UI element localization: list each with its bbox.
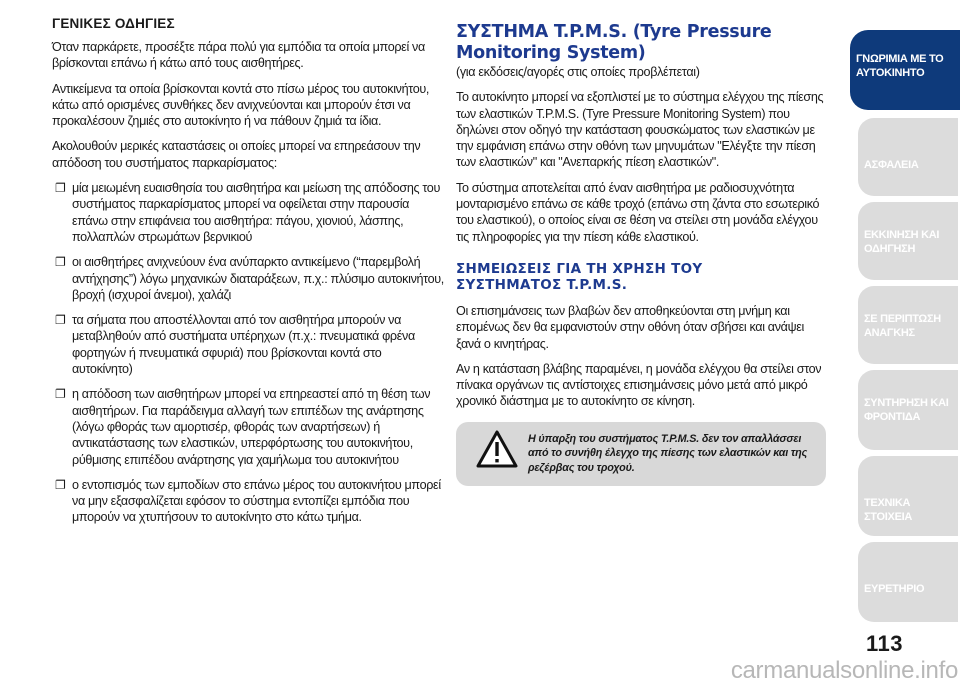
title-line: ΣΗΜΕΙΩΣΕΙΣ ΓΙΑ ΤΗ ΧΡΗΣΗ ΤΟΥ xyxy=(456,260,703,277)
tab-label: ΕΥΡΕΤΗΡΙΟ xyxy=(864,583,925,595)
paragraph: Οι επισημάνσεις των βλαβών δεν αποθηκεύονται στη μνήμη και επομένως δεν θα εμφανιστούν στην οθόνη όταν σβήσει και ανάψει ξανά ο κινητήρας. xyxy=(456,303,804,351)
tab-label: ΑΣΦΑΛΕΙΑ xyxy=(864,159,919,171)
section-title-notes xyxy=(456,261,826,293)
tab-emergency[interactable] xyxy=(858,286,958,364)
list-item xyxy=(52,477,444,526)
title-line: ΣΥΣΤΗΜΑ T.P.M.S. (Tyre Pressure xyxy=(456,22,772,42)
list-item-text: οι αισθητήρες ανιχνεύουν ένα ανύπαρκτο αντικείμενο (“παρεμβολή αντήχησης”) λόγω μηχανικών διαταράξεων, π.χ.: πλύσιμο αυτοκινήτου, βροχή (ισχυροί άνεμοι), χαλάζι xyxy=(72,255,444,302)
paragraph: Αντικείμενα τα οποία βρίσκονται κοντά στο πίσω μέρος του αυτοκινήτου, κάτω από ορισμένες συνθήκες δεν ανιχνεύονται και μπορούν έτσι να προκαλέσουν ζημιές στο αυτοκίνητο ή να πάθουν ζημιά τα ίδια. xyxy=(52,81,430,129)
tab-starting-driving[interactable] xyxy=(858,202,958,280)
warning-text: Η ύπαρξη του συστήματος T.P.M.S. δεν τον απαλλάσσει από το συνήθη έλεγχο της πίεσης των ελαστικών και της ρεζέρβας του τροχού. xyxy=(528,432,808,474)
tab-label: ΕΚΚΙΝΗΣΗ ΚΑΙ ΟΔΗΓΗΣΗ xyxy=(864,229,940,255)
section-title-tpms xyxy=(456,22,826,64)
list-item-text: η απόδοση των αισθητήρων μπορεί να επηρεαστεί από τη θέση των αισθητήρων. Για παράδειγμα αλλαγή των επιπέδων της ανάρτησης (λόγω φθοράς των αμορτισέρ, φθοράς των αναρτήσεων) ή αντικατάστασης των ελαστικών, υπερφόρτωσης του αυτοκινήτου, ρύθμισης επιπέδου ανάρτησης για χαμήλωμα του αυτοκινήτου xyxy=(72,387,431,467)
tab-technical-data[interactable] xyxy=(858,456,958,536)
list-item-text: ο εντοπισμός των εμποδίων στο επάνω μέρος του αυτοκινήτου μπορεί να μην εξασφαλίζεται εφόσον το σύστημα εντοπίζει εμπόδια που μπορούν να χτυπήσουν το αυτοκίνητο στο κάτω τμήμα. xyxy=(72,477,441,525)
title-line: Monitoring System) xyxy=(456,43,646,63)
list-item xyxy=(52,386,444,467)
tab-index[interactable] xyxy=(858,542,958,622)
left-column xyxy=(52,16,444,535)
list-item-text: μία μειωμένη ευαισθησία του αισθητήρα και μείωση της απόδοσης του συστήματος παρκαρίσματος μπορεί να οφείλεται στην παρουσία επάνω στην επιφάνεια του αισθητήρα: πάγου, χιονιού, λάσπης, πολλαπλών στρωμάτων βερνικιού xyxy=(72,181,441,244)
paragraph: Το αυτοκίνητο μπορεί να εξοπλιστεί με το σύστημα ελέγχου της πίεσης των ελαστικών T.P.M.S. (Tyre Pressure Monitoring System) που δηλώνει στον οδηγό την κατάσταση φουσκώματος των ελαστικών με την εμφάνιση επάνω στην οθόνη των μηνυμάτων "Ελέγξτε την πίεση των ελαστικών" και "Ανεπαρκής πίεση ελαστικών". xyxy=(456,90,824,170)
tab-label: ΣΕ ΠΕΡΙΠΤΩΣΗ ΑΝΑΓΚΗΣ xyxy=(864,313,941,339)
tab-label: ΤΕΧΝΙΚΑ ΣΤΟΙΧΕΙΑ xyxy=(864,497,913,523)
checkbox-bullet-icon: ❐ xyxy=(55,181,66,196)
section-heading-general: ΓΕΝΙΚΕΣ ΟΔΗΓΙΕΣ xyxy=(52,16,175,31)
right-column xyxy=(456,22,826,486)
list-item xyxy=(52,180,444,245)
page-number: 113 xyxy=(866,631,903,656)
tab-getting-to-know-car[interactable] xyxy=(850,30,960,110)
warning-triangle-icon xyxy=(476,430,518,468)
list-item xyxy=(52,312,444,377)
checkbox-bullet-icon: ❐ xyxy=(55,387,66,402)
watermark: carmanualsonline.info xyxy=(730,657,958,684)
tab-safety[interactable] xyxy=(858,118,958,196)
paragraph: Το σύστημα αποτελείται από έναν αισθητήρα με ραδιοσυχνότητα μονταρισμένο επάνω σε κάθε τροχό (επάνω στη ζάντα στο εσωτερικό του ελαστικού), ο οποίος είναι σε θέση να στείλει στη μονάδα ελέγχου τις πληροφορίες για την πίεση κάθε ελαστικού. xyxy=(456,180,820,244)
paragraph: Αν η κατάσταση βλάβης παραμένει, η μονάδα ελέγχου θα στείλει στον πίνακα οργάνων τις αντίστοιχες επισημάνσεις μόνο μετά από μικρό χρονικό διάστημα με το αυτοκίνητο σε κίνηση. xyxy=(456,361,822,409)
warning-box xyxy=(456,422,826,486)
tab-label: ΓΝΩΡΙΜΙΑ ΜΕ ΤΟ ΑΥΤΟΚΙΝΗΤΟ xyxy=(856,53,944,79)
list-item xyxy=(52,254,444,303)
tab-maintenance[interactable] xyxy=(858,370,958,450)
paragraph: Όταν παρκάρετε, προσέξτε πάρα πολύ για εμπόδια τα οποία μπορεί να βρίσκονται επάνω ή κάτω από τους αισθητήρες. xyxy=(52,40,425,71)
paragraph: Ακολουθούν μερικές καταστάσεις οι οποίες μπορεί να επηρεάσουν την απόδοση του συστήματος παρκαρίσματος: xyxy=(52,139,421,170)
tab-label: ΣΥΝΤΗΡΗΣΗ ΚΑΙ ΦΡΟΝΤΙΔΑ xyxy=(864,397,949,423)
title-line: ΣΥΣΤΗΜΑΤΟΣ T.P.M.S. xyxy=(456,276,628,293)
checkbox-bullet-icon: ❐ xyxy=(55,313,66,328)
subtitle: (για εκδόσεις/αγορές στις οποίες προβλέπεται) xyxy=(456,65,700,79)
list-item-text: τα σήματα που αποστέλλονται από τον αισθητήρα μπορούν να μεταβληθούν από συστήματα υπέρηχων (π.χ.: πνευματικά φρένα φορτηγών ή πνευματικά σφυριά) που βρίσκονται κοντά στο αυτοκίνητο) xyxy=(72,313,415,377)
checkbox-bullet-icon: ❐ xyxy=(55,477,66,492)
bullet-list xyxy=(52,180,444,526)
checkbox-bullet-icon: ❐ xyxy=(55,255,66,270)
